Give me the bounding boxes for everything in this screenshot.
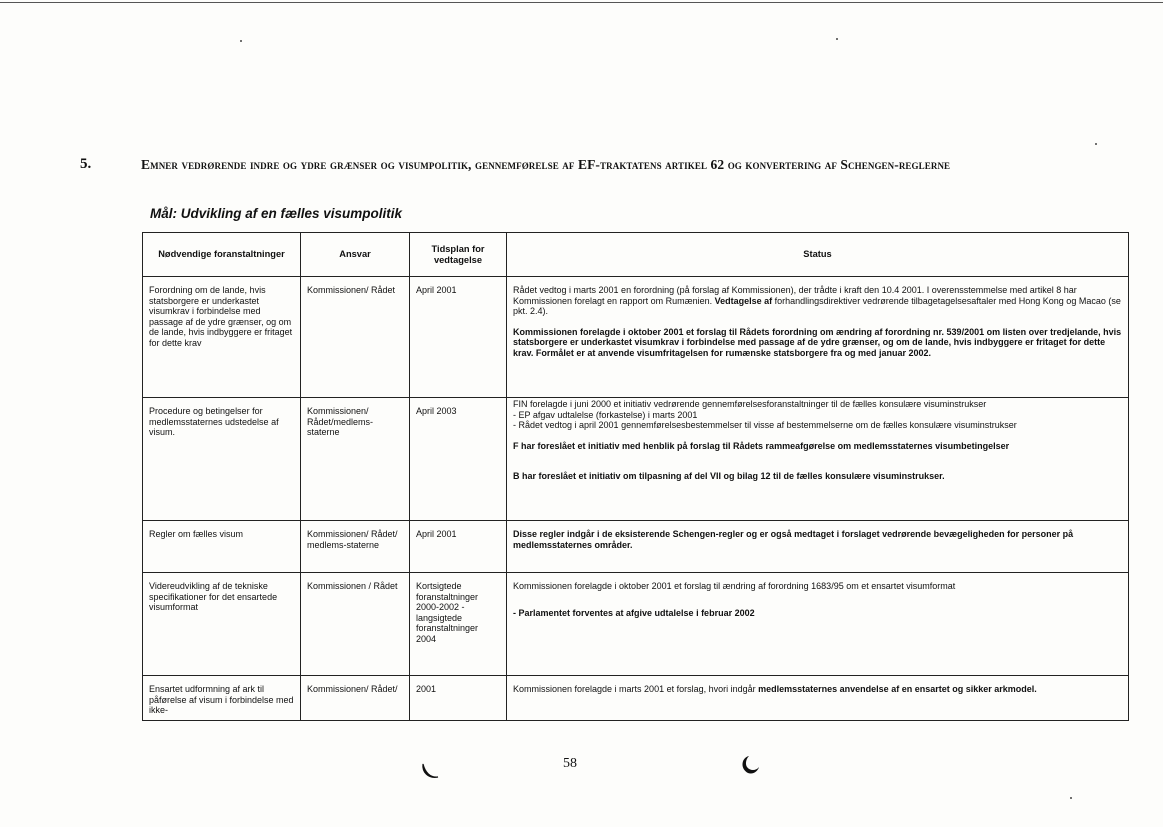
table-row <box>143 521 1129 573</box>
section-number: 5. <box>80 156 92 172</box>
header-timetable: Tidsplan for vedtagelse <box>410 233 507 277</box>
scan-speck <box>1070 797 1072 799</box>
status-text-bold: medlemsstaternes anvendelse af en ensartet og sikker arkmodel. <box>758 684 1037 694</box>
timetable-cell: April 2003 <box>410 398 507 521</box>
status-paragraph: - Rådet vedtog i april 2001 gennemførelsesbestemmelser til visse af bestemmelserne om de fælles konsulære visuminstrukser <box>513 420 1017 430</box>
status-cell: Disse regler indgår i de eksisterende Schengen-regler og er også medtaget i forslaget vedrørende bevægeligheden for personer på medlemsstaternes områder. <box>507 521 1129 573</box>
responsible-cell: Kommissionen / Rådet <box>301 573 410 676</box>
status-cell <box>507 398 1129 521</box>
status-cell <box>507 573 1129 676</box>
status-paragraph: Kommissionen forelagde i oktober 2001 et forslag til Rådets forordning om ændring af forordning nr. 539/2001 om listen over tredjelande, hvis statsborgere er underkastet visumkrav i forbindelse med passage af de ydre grænser, og om de lande, hvis indbyggere er fritaget for dette krav. Formålet er at anvende visumfritagelsen for rumænske statsborgere fra og med januar 2002. <box>513 326 1122 358</box>
measure-cell: Regler om fælles visum <box>143 521 301 573</box>
punch-hole-icon <box>420 760 442 782</box>
status-paragraph: B har foreslået et initiativ om tilpasning af del VII og bilag 12 til de fælles konsulære visuminstrukser. <box>513 471 945 481</box>
status-text-bold: Vedtagelse af <box>714 295 773 306</box>
header-responsible: Ansvar <box>301 233 410 277</box>
measure-cell: Forordning om de lande, hvis statsborgere er underkastet visumkrav i forbindelse med passage af de ydre grænser, og om de lande, hvis indbyggere er fritaget for dette krav <box>143 277 301 398</box>
scan-speck <box>1095 143 1097 145</box>
table-row <box>143 573 1129 676</box>
status-paragraph: FIN forelagde i juni 2000 et initiativ vedrørende gennemførelsesforanstaltninger til de fælles konsulære visuminstrukser <box>513 399 987 409</box>
punch-hole-icon <box>738 754 760 776</box>
measure-cell: Ensartet udformning af ark til påførelse af visum i forbindelse med ikke- <box>143 676 301 721</box>
status-text: forhandlingsdirektiver vedrørende tilbagetagelsesaftaler med Hong Kong og Macao (se pkt. 2.4). <box>513 295 1121 316</box>
status-cell <box>507 676 1129 721</box>
responsible-cell: Kommissionen/ Rådet/medlems-staterne <box>301 398 410 521</box>
goal-heading: Mål: Udvikling af en fælles visumpolitik <box>150 206 403 221</box>
status-cell <box>507 277 1129 398</box>
measure-cell: Videreudvikling af de tekniske specifikationer for det ensartede visumformat <box>143 573 301 676</box>
status-paragraph: F har foreslået et initiativ med henblik på forslag til Rådets rammeafgørelse om medlemsstaternes visumbetingelser <box>513 440 1010 451</box>
scan-speck <box>836 38 838 40</box>
timetable-cell: Kortsigtede foranstaltninger 2000-2002 - langsigtede foranstaltninger 2004 <box>410 573 507 676</box>
table-row <box>143 277 1129 398</box>
page-number: 58 <box>563 756 577 771</box>
section-title: Emner vedrørende indre og ydre grænser og visumpolitik, gennemførelse af EF-traktatens artikel 62 og konvertering af Schengen-reglerne <box>141 157 951 172</box>
table-row <box>143 398 1129 521</box>
header-necessary-measures: Nødvendige foranstaltninger <box>143 233 301 277</box>
timetable-cell: April 2001 <box>410 521 507 573</box>
status-text: Kommissionen forelagde i marts 2001 et forslag, hvori indgår <box>513 684 759 694</box>
table-header-row <box>143 233 1129 277</box>
status-paragraph: Kommissionen forelagde i oktober 2001 et forslag til ændring af forordning 1683/95 om et ensartet visumformat <box>513 581 956 591</box>
status-paragraph <box>513 285 1122 317</box>
measures-table <box>142 232 1129 721</box>
timetable-cell: 2001 <box>410 676 507 721</box>
responsible-cell: Kommissionen/ Rådet/ <box>301 676 410 721</box>
scan-speck <box>240 40 242 42</box>
status-text: Rådet vedtog i marts 2001 en forordning (på forslag af Kommissionen), der trådte i kraft den 10.4 2001. I overensstemmelse med artikel 8 har Kommissionen forelagt en rapport om Rumænien. <box>513 285 1077 306</box>
responsible-cell: Kommissionen/ Rådet <box>301 277 410 398</box>
responsible-cell: Kommissionen/ Rådet/ medlems-staterne <box>301 521 410 573</box>
header-status: Status <box>507 233 1129 277</box>
status-paragraph: - Parlamentet forventes at afgive udtalelse i februar 2002 <box>513 607 755 618</box>
timetable-cell: April 2001 <box>410 277 507 398</box>
top-scan-rule <box>0 2 1163 3</box>
status-paragraph: - EP afgav udtalelse (forkastelse) i marts 2001 <box>513 409 698 420</box>
measure-cell: Procedure og betingelser for medlemsstaternes udstedelse af visum. <box>143 398 301 521</box>
table-row <box>143 676 1129 721</box>
